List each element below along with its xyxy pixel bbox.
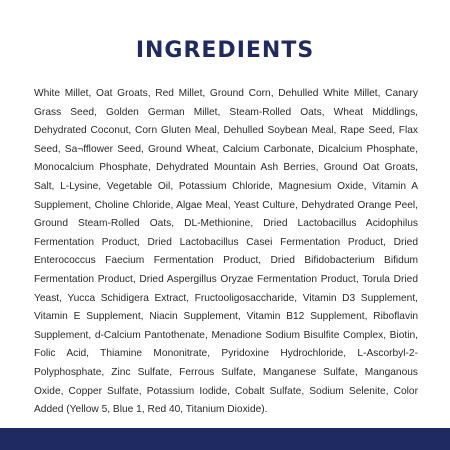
- footer-bar: [0, 428, 450, 450]
- ingredients-heading: INGREDIENTS: [135, 38, 315, 63]
- ingredients-list: White Millet, Oat Groats, Red Millet, Ground Corn, Dehulled White Millet, Canary Grass Seed, Golden German Millet, Steam-Rolled Oats, Wheat Middlings, Dehydrated Coconut, Corn Gluten Meal, Dehulled Soybean Meal, Rape Seed, Flax Seed, Sa¬fflower Seed, Ground Wheat, Calcium Carbonate, Dicalcium Phosphate, Monocalcium Phosphate, Dehydrated Mountain Ash Berries, Ground Oat Groats, Salt, L-Lysine, Vegetable Oil, Potassium Chloride, Magnesium Oxide, Vitamin A Supplement, Choline Chloride, Algae Meal, Yeast Culture, Dehydrated Orange Peel, Ground Steam-Rolled Oats, DL-Methionine, Dried Lactobacillus Acidophilus Fermentation Product, Dried Lactobacillus Casei Fermentation Product, Dried Enterococcus Faecium Fermentation Product, Dried Bifidobacterium Bifidum Fermentation Product, Dried Aspergillus Oryzae Fermentation Product, Torula Dried Yeast, Yucca Schidigera Extract, Fructooligosaccharide, Vitamin D3 Supplement, Vitamin E Supplement, Niacin Supplement, Vitamin B12 Supplement, Riboflavin Supplement, d-Calcium Pantothenate, Menadione Sodium Bisulfite Complex, Biotin, Folic Acid, Thiamine Mononitrate, Pyridoxine Hydrochloride, L-Ascorbyl-2-Polyphosphate, Zinc Sulfate, Ferrous Sulfate, Manganese Sulfate, Manganous Oxide, Copper Sulfate, Potassium Iodide, Cobalt Sulfate, Sodium Selenite, Color Added (Yellow 5, Blue 1, Red 40, Titanium Dioxide).: [34, 88, 418, 416]
